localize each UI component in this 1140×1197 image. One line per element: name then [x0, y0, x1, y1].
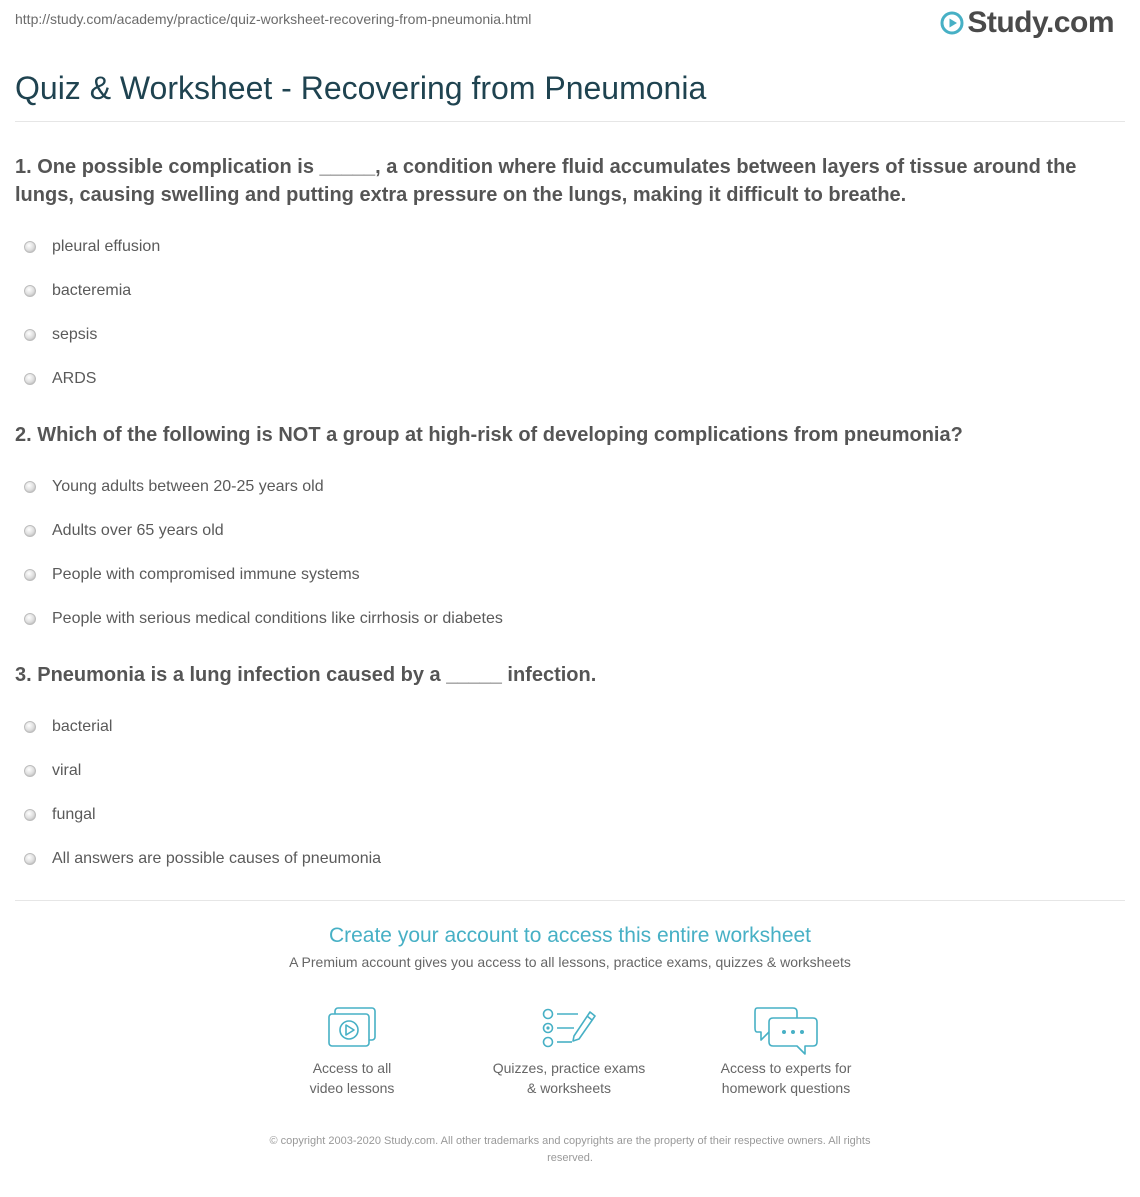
radio-button[interactable] [24, 613, 36, 625]
radio-button[interactable] [24, 809, 36, 821]
question-3 [15, 661, 1115, 881]
answer-option[interactable] [15, 509, 1115, 553]
title-divider [15, 121, 1125, 122]
radio-button[interactable] [24, 721, 36, 733]
feature-quizzes [469, 1006, 669, 1098]
answer-option[interactable] [15, 705, 1115, 749]
option-label: sepsis [52, 326, 98, 343]
option-label: bacteremia [52, 282, 132, 299]
answer-option[interactable] [15, 269, 1115, 313]
answer-option[interactable] [15, 313, 1115, 357]
answer-option[interactable] [15, 837, 1115, 881]
answer-option[interactable] [15, 597, 1115, 641]
play-circle-icon [940, 11, 964, 35]
option-label: Adults over 65 years old [52, 522, 224, 539]
copyright: © copyright 2003-2020 Study.com. All other trademarks and copyrights are the property of their respective owners. All rights reserved. [269, 1135, 871, 1164]
radio-button[interactable] [24, 329, 36, 341]
quiz-checklist-icon [540, 1006, 598, 1050]
answer-option[interactable] [15, 225, 1115, 269]
premium-cta [0, 924, 1140, 970]
radio-button[interactable] [24, 525, 36, 537]
option-label: People with serious medical conditions like cirrhosis or diabetes [52, 610, 503, 627]
study-logo[interactable] [940, 6, 1114, 40]
answer-option[interactable] [15, 793, 1115, 837]
option-label: viral [52, 762, 82, 779]
radio-button[interactable] [24, 481, 36, 493]
logo-text: Study.com [967, 6, 1114, 39]
question-text: 1. One possible complication is _____, a condition where fluid accumulates between layers of tissue around the lungs, causing swelling and putting extra pressure on the lungs, making it difficult to breathe. [15, 156, 1077, 206]
option-label: ARDS [52, 370, 97, 387]
answer-option[interactable] [15, 553, 1115, 597]
feature-label: Quizzes, practice exams & worksheets [492, 1060, 646, 1096]
video-lessons-icon [325, 1006, 379, 1050]
page-title: Quiz & Worksheet - Recovering from Pneumonia [15, 70, 707, 106]
question-text: 2. Which of the following is NOT a group at high-risk of developing complications from pneumonia? [15, 424, 963, 446]
radio-button[interactable] [24, 285, 36, 297]
chat-bubbles-icon [753, 1006, 819, 1056]
cta-divider [15, 900, 1125, 901]
feature-label: Access to experts for homework questions [720, 1060, 852, 1096]
question-text: 3. Pneumonia is a lung infection caused by a _____ infection. [15, 664, 597, 686]
radio-button[interactable] [24, 765, 36, 777]
answer-option[interactable] [15, 749, 1115, 793]
feature-video-lessons [252, 1006, 452, 1098]
feature-experts [686, 1006, 886, 1098]
feature-label: Access to all video lessons [309, 1060, 395, 1096]
radio-button[interactable] [24, 373, 36, 385]
answer-option[interactable] [15, 465, 1115, 509]
question-2 [15, 421, 1115, 641]
option-label: pleural effusion [52, 238, 161, 255]
question-1 [15, 153, 1115, 401]
option-label: fungal [52, 806, 96, 823]
answer-option[interactable] [15, 357, 1115, 401]
cta-heading[interactable]: Create your account to access this entire worksheet [328, 924, 812, 947]
option-label: bacterial [52, 718, 113, 735]
option-label: All answers are possible causes of pneumonia [52, 850, 382, 867]
option-label: People with compromised immune systems [52, 566, 360, 583]
page-url: http://study.com/academy/practice/quiz-worksheet-recovering-from-pneumonia.html [15, 11, 532, 27]
radio-button[interactable] [24, 569, 36, 581]
radio-button[interactable] [24, 853, 36, 865]
radio-button[interactable] [24, 241, 36, 253]
option-label: Young adults between 20-25 years old [52, 478, 324, 495]
cta-subheading: A Premium account gives you access to all lessons, practice exams, quizzes & worksheets [289, 954, 851, 970]
